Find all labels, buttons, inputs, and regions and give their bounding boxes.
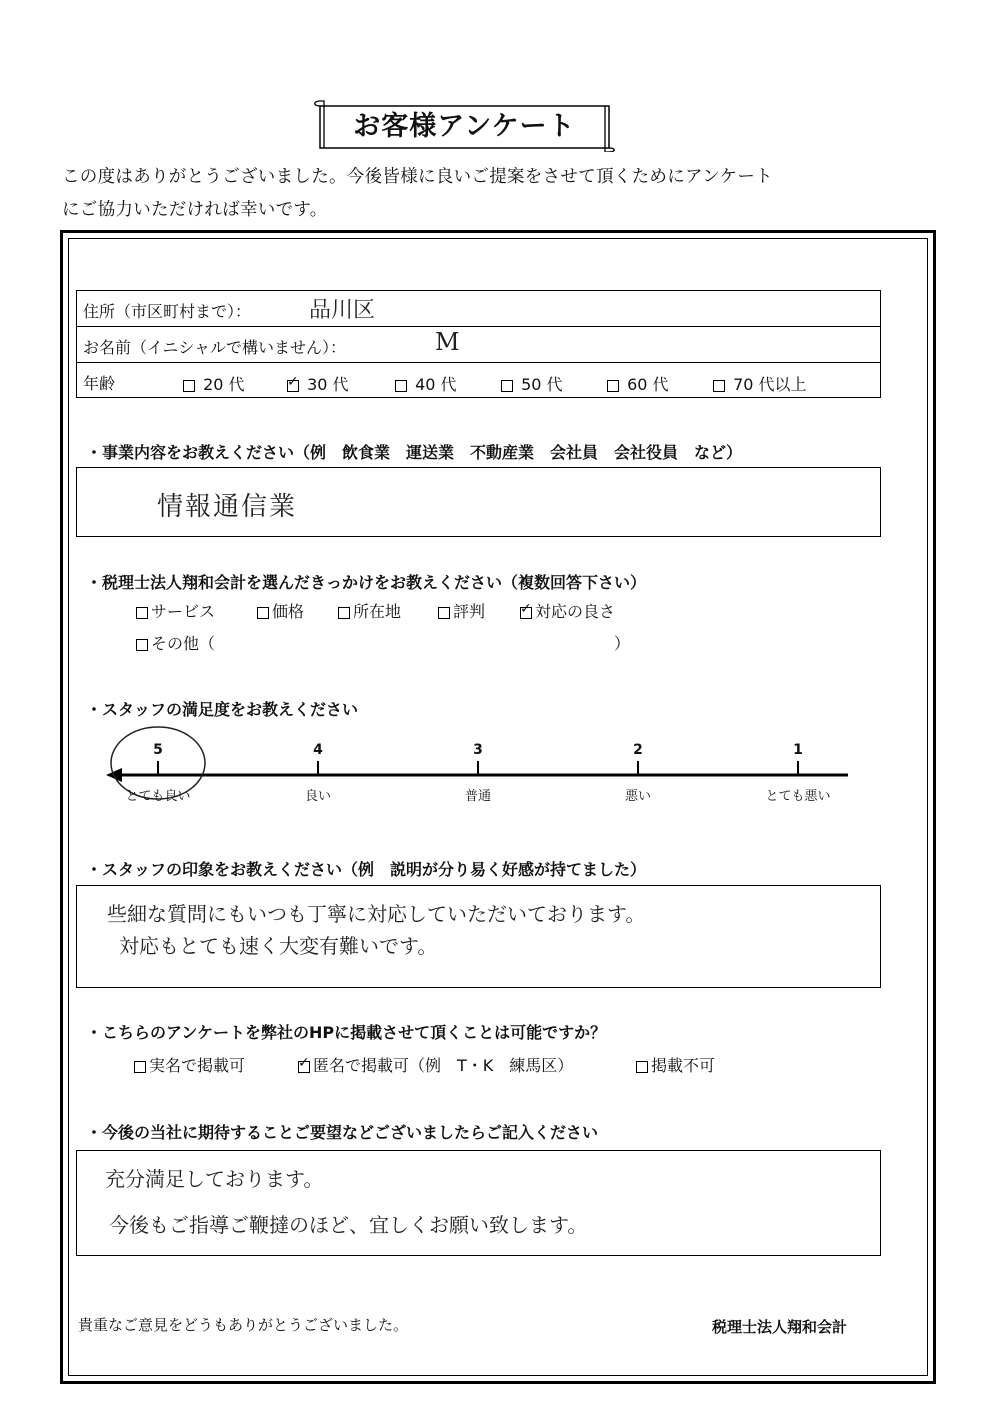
scale-num-4: 4: [313, 742, 323, 758]
impression-answer-box[interactable]: [76, 885, 881, 988]
age-option-label: 30 代: [307, 375, 349, 394]
footer-company: 税理士法人翔和会計: [712, 1318, 848, 1336]
age-option-label: 50 代: [521, 375, 563, 394]
reason-option-label: サービス: [151, 602, 216, 621]
reason-option-reputation[interactable]: [438, 599, 485, 622]
checkbox-checked[interactable]: [520, 607, 532, 619]
reason-option-label: 評判: [453, 602, 486, 621]
age-option-70[interactable]: [713, 372, 807, 395]
impression-answer-line-2: 対応もとても速く大変有難いです。: [119, 934, 438, 958]
expectation-answer-box[interactable]: [76, 1150, 881, 1256]
checkbox[interactable]: [713, 380, 725, 392]
expectation-question: ・今後の当社に期待することご要望などございましたらご記入ください: [86, 1123, 599, 1142]
business-answer: 情報通信業: [157, 492, 298, 522]
reason-option-response[interactable]: [520, 599, 615, 622]
name-row: [77, 327, 880, 363]
reason-question: ・税理士法人翔和会計を選んだきっかけをお教えください（複数回答下さい）: [86, 573, 647, 592]
reason-option-location[interactable]: [338, 599, 401, 622]
business-answer-box[interactable]: [76, 467, 881, 537]
scale-label-2[interactable]: 悪い: [624, 789, 651, 804]
age-option-label: 70 代以上: [733, 375, 807, 394]
scale-label-4[interactable]: 良い: [304, 789, 331, 804]
checkbox[interactable]: [395, 380, 407, 392]
page-title: お客様アンケート: [353, 111, 576, 142]
age-row: [77, 363, 880, 399]
footer-thanks: 貴重なご意見をどうもありがとうございました。: [78, 1316, 409, 1334]
checkbox[interactable]: [438, 607, 450, 619]
reason-option-label: 所在地: [353, 602, 402, 621]
expectation-answer-line-1: 充分満足しております。: [105, 1167, 324, 1191]
checkbox-checked[interactable]: [298, 1061, 310, 1073]
scale-label-3[interactable]: 普通: [464, 789, 491, 804]
reason-other-close: ）: [614, 634, 631, 653]
scale-num-3: 3: [473, 742, 483, 758]
age-label: 年齢: [83, 374, 116, 393]
impression-answer-line-1: 些細な質問にもいつも丁寧に対応していただいております。: [107, 902, 646, 926]
checkbox[interactable]: [183, 380, 195, 392]
checkbox[interactable]: [136, 607, 148, 619]
age-option-60[interactable]: [607, 372, 669, 395]
publish-option-no[interactable]: [636, 1053, 715, 1076]
expectation-answer-line-2: 今後もご指導ご鞭撻のほど、宜しくお願い致します。: [109, 1213, 588, 1237]
reason-option-label: 価格: [272, 602, 305, 621]
reason-option-price[interactable]: [257, 599, 304, 622]
publish-option-label: 実名で掲載可: [149, 1056, 246, 1075]
business-question: ・事業内容をお教えください（例 飲食業 運送業 不動産業 会社員 会社役員 など）: [86, 443, 743, 462]
age-option-30[interactable]: [287, 372, 349, 395]
address-value[interactable]: 品川区: [309, 298, 376, 323]
satisfaction-question: ・スタッフの満足度をお教えください: [86, 700, 359, 719]
scale-num-1: 1: [793, 742, 803, 758]
checkbox[interactable]: [134, 1061, 146, 1073]
checkbox[interactable]: [136, 639, 148, 651]
name-label: お名前（イニシャルで構いません）：: [83, 338, 347, 357]
age-option-40[interactable]: [395, 372, 457, 395]
scale-label-5[interactable]: とても良い: [125, 789, 191, 804]
publish-question: ・こちらのアンケートを弊社のHPに掲載させて頂くことは可能ですか？: [86, 1023, 607, 1042]
publish-option-label: 掲載不可: [651, 1056, 716, 1075]
scale-num-2: 2: [633, 742, 643, 758]
address-label: 住所（市区町村まで）：: [83, 302, 252, 321]
intro-line-2: にご協力いただければ幸いです。: [62, 200, 328, 220]
address-row: [77, 291, 880, 327]
reason-option-label: 対応の良さ: [535, 602, 616, 621]
checkbox-checked[interactable]: [287, 380, 299, 392]
publish-option-label: 匿名で掲載可（例 T・K 練馬区）: [313, 1056, 574, 1075]
reason-option-service[interactable]: [136, 599, 215, 622]
scale-label-1[interactable]: とても悪い: [765, 789, 831, 804]
age-option-50[interactable]: [501, 372, 563, 395]
checkbox[interactable]: [607, 380, 619, 392]
scale-num-5: 5: [153, 742, 163, 758]
checkbox[interactable]: [501, 380, 513, 392]
checkbox[interactable]: [257, 607, 269, 619]
info-table: [76, 290, 881, 398]
age-option-label: 20 代: [203, 375, 245, 394]
intro-line-1: この度はありがとうございました。今後皆様に良いご提案をさせて頂くためにアンケート: [62, 167, 773, 187]
checkbox[interactable]: [636, 1061, 648, 1073]
reason-option-other[interactable]: [136, 631, 215, 654]
age-option-label: 40 代: [415, 375, 457, 394]
publish-option-real-name[interactable]: [134, 1053, 245, 1076]
checkbox[interactable]: [338, 607, 350, 619]
publish-option-anonymous[interactable]: [298, 1053, 573, 1076]
age-option-label: 60 代: [627, 375, 669, 394]
reason-other-label: その他（: [151, 634, 216, 653]
age-option-20[interactable]: [183, 372, 245, 395]
name-value[interactable]: M: [435, 328, 460, 356]
impression-question: ・スタッフの印象をお教えください（例 説明が分り易く好感が持てました）: [86, 860, 647, 879]
